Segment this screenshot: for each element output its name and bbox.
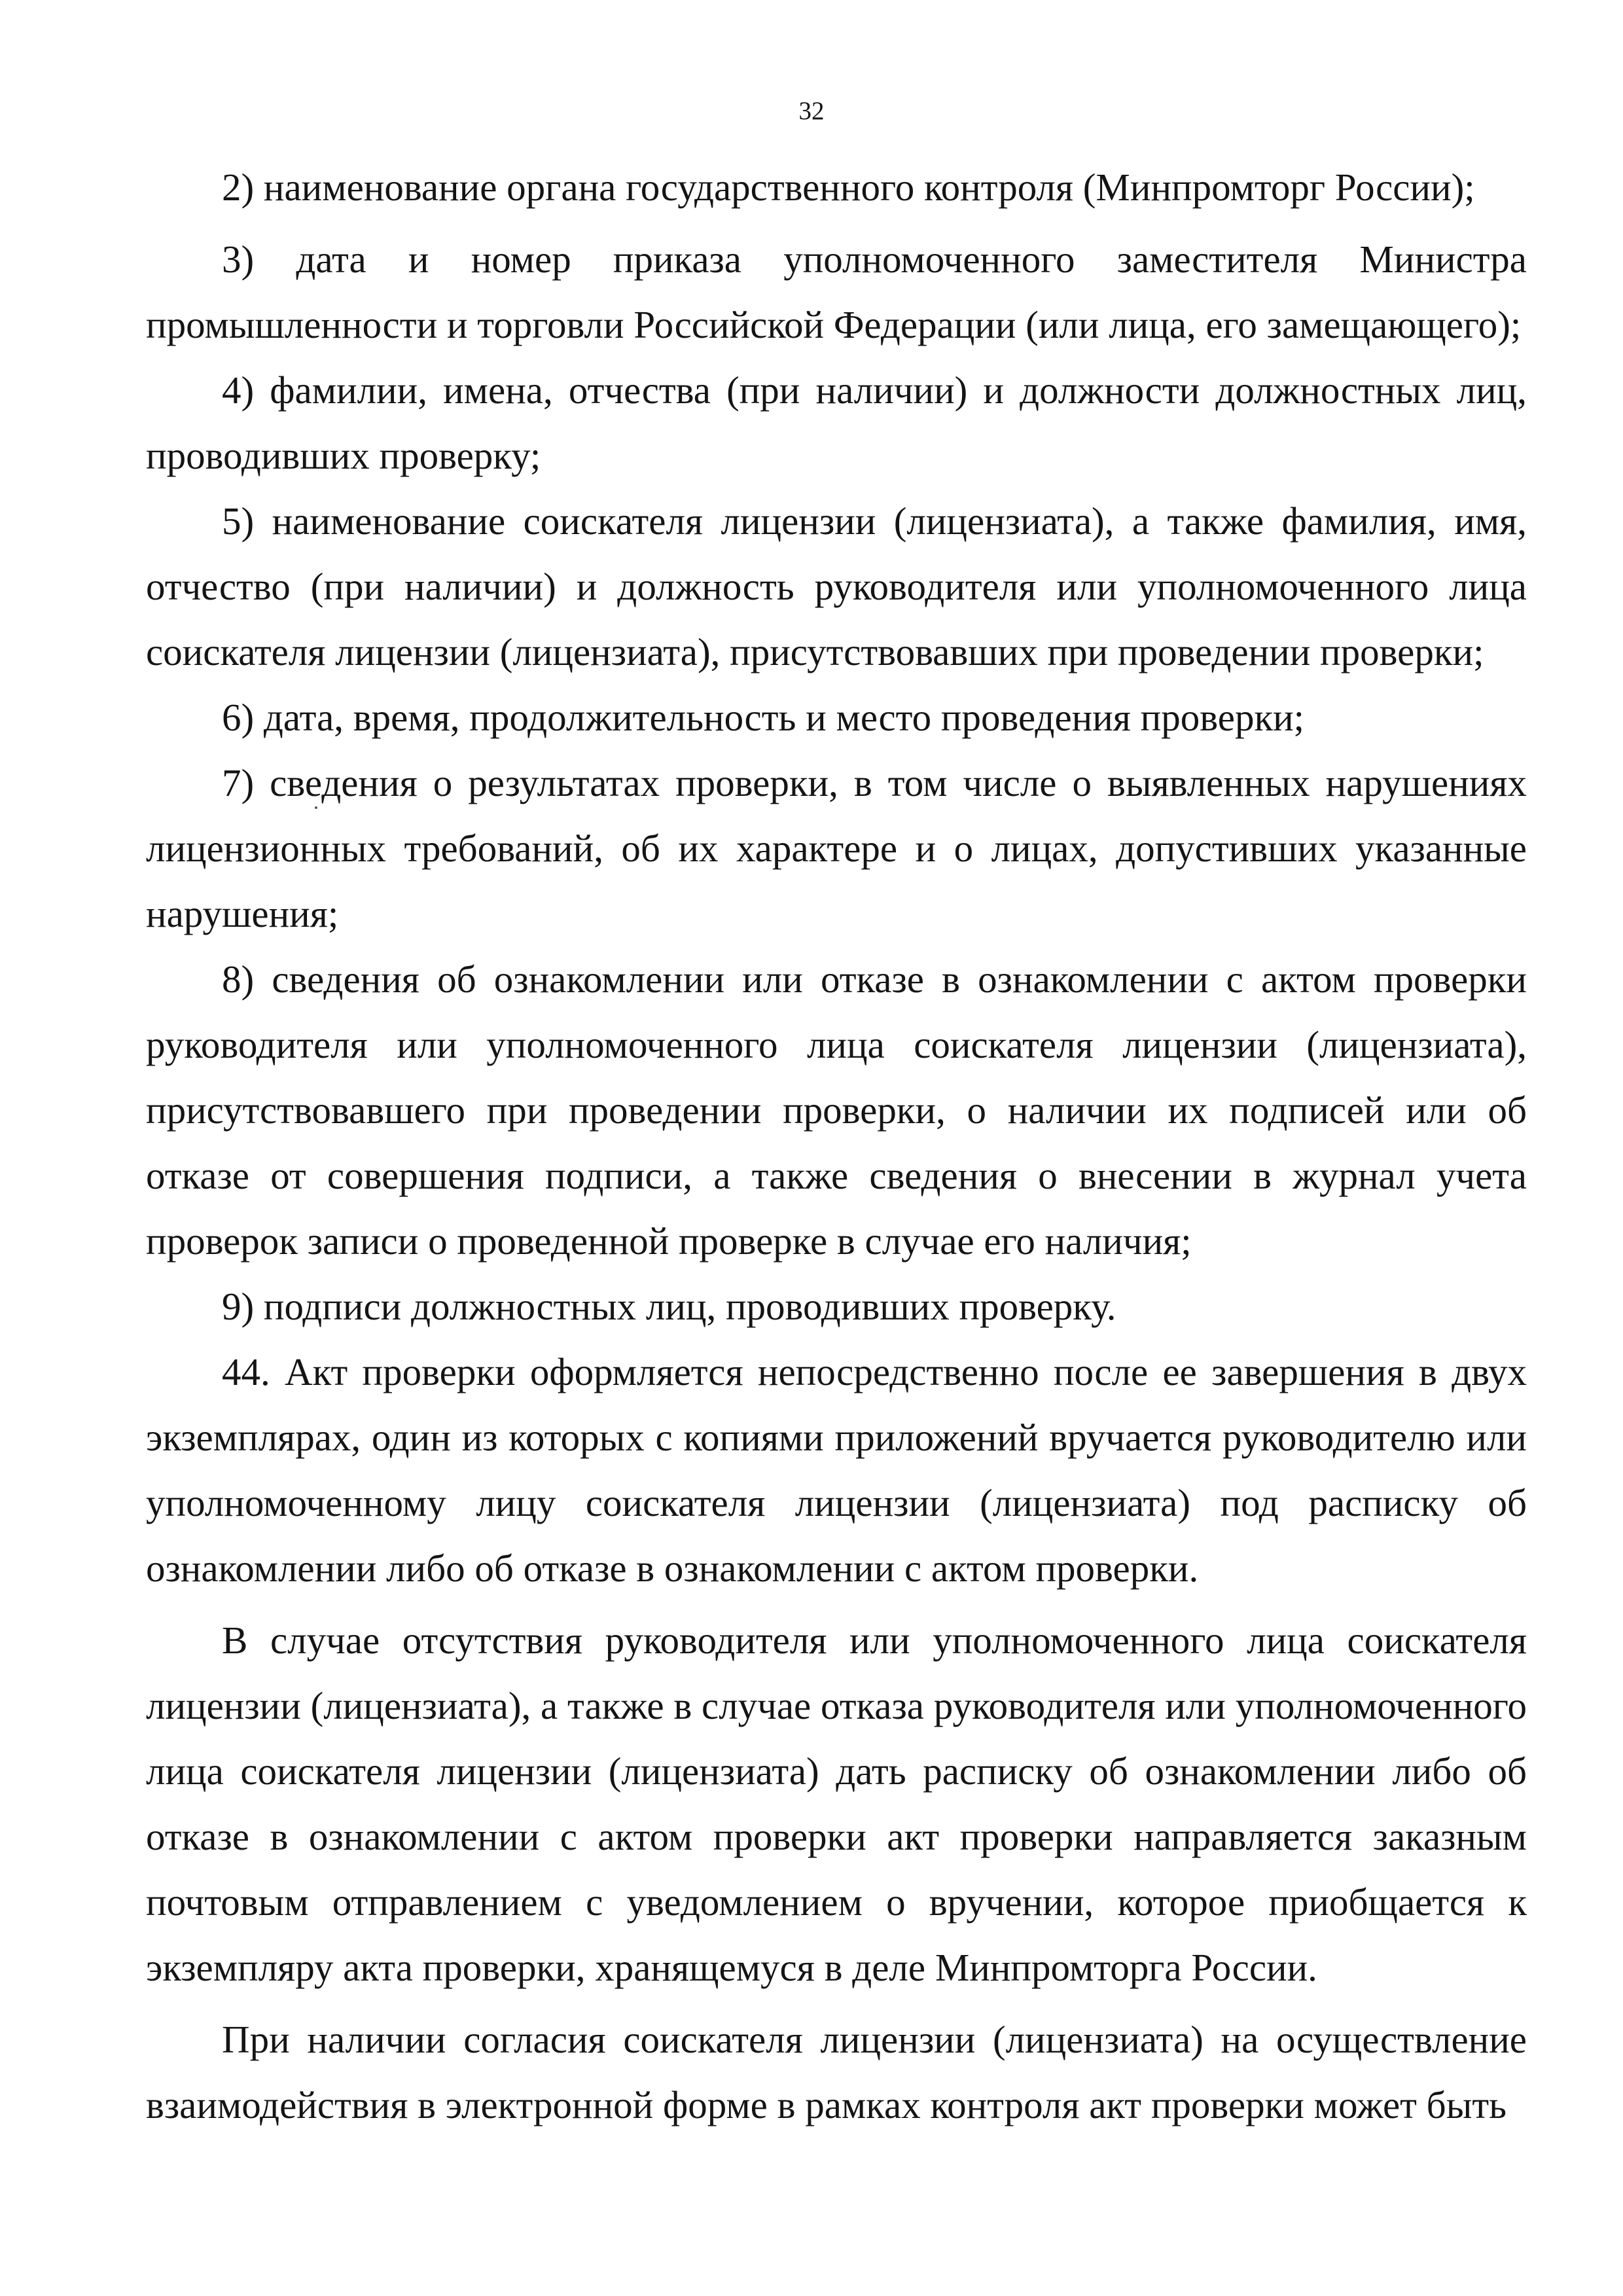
paragraph-absence-case: В случае отсутствия руководителя или уполномоченного лица соискателя лицензии (лицензиата), а также в случае отказа руководителя или уполномоченного лица соискателя лицензии (лицензиата) дать расписку об ознакомлении либо об отказе в ознакомлении с актом проверки акт проверки направляется заказным почтовым отправлением с уведомлением о вручении, которое приобщается к экземпляру акта проверки, хранящемуся в деле Минпромторга России. [146,1619,1527,1989]
list-item-8: 8) сведения об ознакомлении или отказе в ознакомлении с актом проверки руководителя или уполномоченного лица соискателя лицензии (лицензиата), присутствовавшего при проведении проверки, о наличии их подписей или об отказе от совершения подписи, а также сведения о внесении в журнал учета проверок записи о проведенной проверке в случае его наличия; [146,958,1527,1263]
list-item-7: 7) сведения о результатах проверки, в том числе о выявленных нарушениях лицензионных требований, об их характере и о лицах, допустивших указанные нарушения; [146,761,1527,935]
list-item-2: 2) наименование органа государственного контроля (Минпромторг России); [222,166,1475,209]
list-item-5: 5) наименование соискателя лицензии (лицензиата), а также фамилия, имя, отчество (при наличии) и должность руководителя или уполномоченного лица соискателя лицензии (лицензиата), присутствовавших при проведении проверки; [146,499,1527,673]
document-body [146,154,1527,2138]
list-item-4: 4) фамилии, имена, отчества (при наличии) и должности должностных лиц, проводивших проверку; [146,368,1527,477]
list-item-3: 3) дата и номер приказа уполномоченного заместителя Министра промышленности и торговли Российской Федерации (или лица, его замещающего); [146,238,1527,346]
page-number: 32 [798,97,825,125]
paragraph-44: 44. Акт проверки оформляется непосредственно после ее завершения в двух экземплярах, один из которых с копиями приложений вручается руководителю или уполномоченному лицу соискателя лицензии (лицензиата) под расписку об ознакомлении либо об отказе в ознакомлении с актом проверки. [146,1350,1527,1590]
paragraph-electronic-consent: При наличии согласия соискателя лицензии (лицензиата) на осуществление взаимодействия в электронной форме в рамках контроля акт проверки может быть [146,2018,1527,2126]
scan-speck [315,806,317,809]
list-item-6: 6) дата, время, продолжительность и место проведения проверки; [222,696,1305,739]
list-item-9: 9) подписи должностных лиц, проводивших проверку. [222,1285,1116,1328]
